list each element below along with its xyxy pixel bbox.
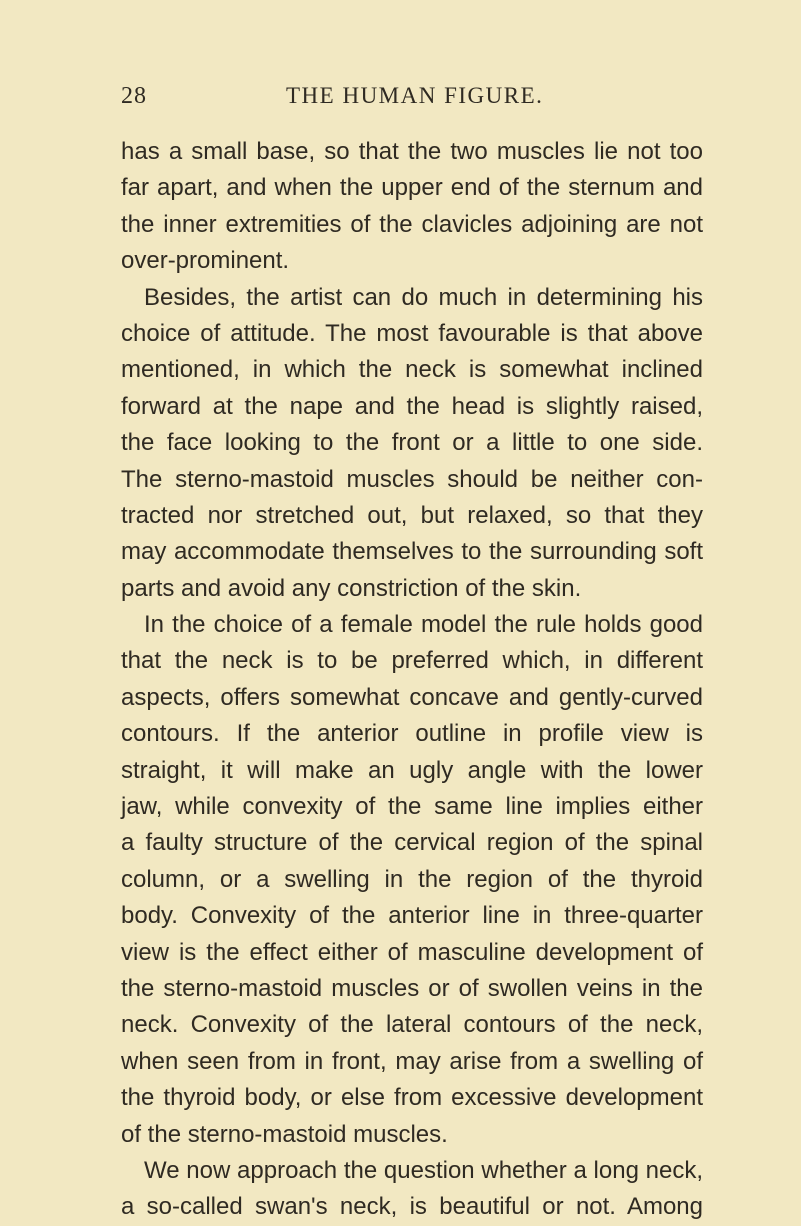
text-line: the inner extremities of the clavicles adjoining are not	[121, 210, 703, 238]
text-line: tracted nor stretched out, but relaxed, so that they	[121, 501, 703, 529]
text-line: The sterno-mastoid muscles should be neither con-	[121, 465, 703, 493]
text-line: jaw, while convexity of the same line implies either	[121, 793, 703, 821]
text-line: that the neck is to be preferred which, in different	[121, 647, 703, 675]
text-line: aspects, offers somewhat concave and gently-curved	[121, 683, 703, 711]
body-text	[121, 134, 703, 1226]
text-line: far apart, and when the upper end of the sternum and	[121, 174, 703, 202]
text-line: mentioned, in which the neck is somewhat inclined	[121, 356, 703, 384]
paragraph-start-line: In the choice of a female model the rule holds good	[144, 611, 703, 639]
text-line: column, or a swelling in the region of the thyroid	[121, 865, 703, 893]
text-line: when seen from in front, may arise from a swelling of	[121, 1047, 703, 1075]
page-number: 28	[121, 83, 147, 109]
text-line: straight, it will make an ugly angle with the lower	[121, 756, 703, 784]
text-line: has a small base, so that the two muscles lie not too	[121, 138, 703, 165]
text-line: parts and avoid any constriction of the skin.	[121, 574, 582, 602]
text-line: neck. Convexity of the lateral contours of the neck,	[121, 1011, 703, 1039]
text-line: the thyroid body, or else from excessive development	[121, 1084, 703, 1112]
text-line: the sterno-mastoid muscles or of swollen veins in the	[121, 974, 703, 1002]
text-line: forward at the nape and the head is slightly raised,	[121, 392, 703, 420]
text-line: over-prominent.	[121, 247, 290, 275]
text-line: the face looking to the front or a little to one side.	[121, 429, 703, 457]
text-line: may accommodate themselves to the surrounding soft	[121, 538, 703, 566]
text-line: a faulty structure of the cervical region of the spinal	[121, 829, 703, 857]
text-line: body. Convexity of the anterior line in three-quarter	[121, 902, 703, 930]
paragraph-start-line: We now approach the question whether a long neck,	[144, 1156, 703, 1184]
page-header	[121, 83, 611, 115]
text-line: of the sterno-mastoid muscles.	[121, 1120, 448, 1148]
text-line: choice of attitude. The most favourable is that above	[121, 319, 703, 347]
text-line: a so-called swan's neck, is beautiful or not. Among	[121, 1193, 703, 1221]
running-head: THE HUMAN FIGURE.	[286, 83, 544, 108]
text-line: view is the effect either of masculine development of	[121, 938, 703, 966]
paragraph-start-line: Besides, the artist can do much in determining his	[144, 283, 703, 311]
text-line: contours. If the anterior outline in profile view is	[121, 720, 703, 748]
